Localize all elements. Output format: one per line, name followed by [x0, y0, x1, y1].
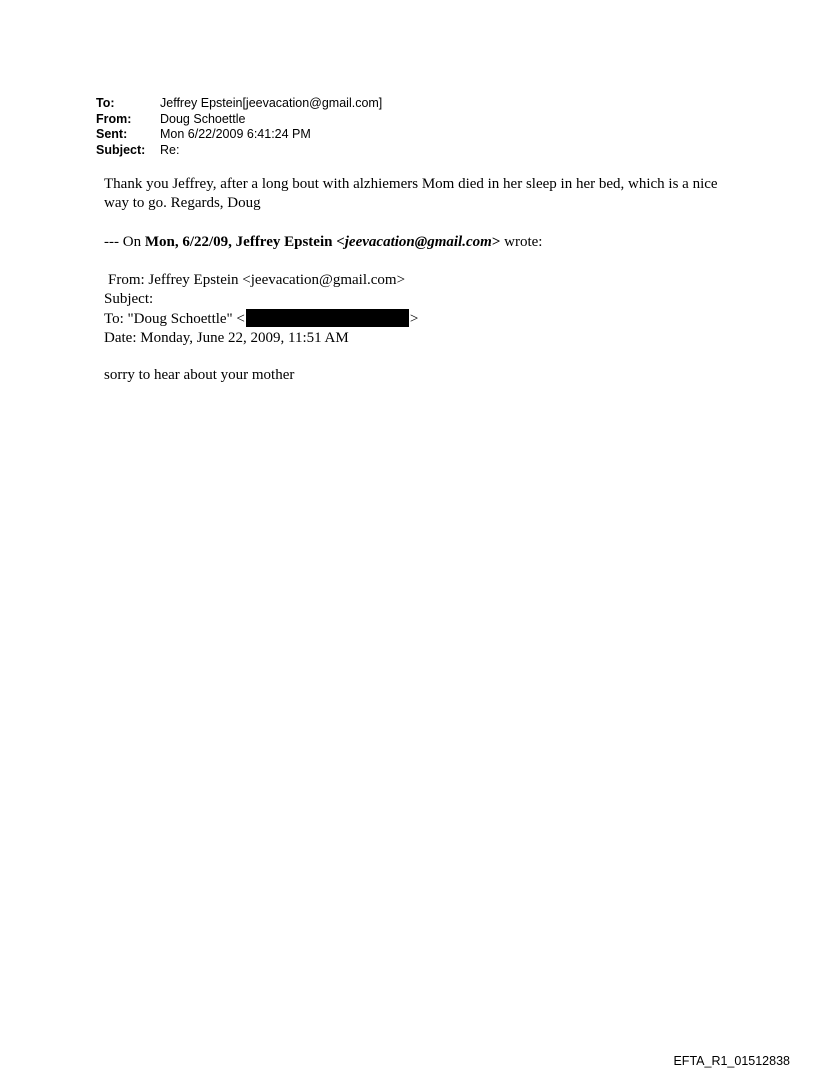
quote-intro-email: jeevacation@gmail.com	[344, 234, 492, 250]
subject-row	[96, 143, 382, 159]
quote-intro-suffix: wrote:	[500, 234, 543, 250]
sent-label: Sent:	[96, 127, 128, 141]
sent-row	[96, 127, 382, 143]
sent-value: Mon 6/22/2009 6:41:24 PM	[160, 127, 311, 141]
reply-text: Thank you Jeffrey, after a long bout with alzhiemers Mom died in her sleep in her bed, which is a nice way to go. Regards, Doug	[104, 176, 718, 211]
quoted-to	[104, 309, 744, 329]
from-value: Doug Schoettle	[160, 111, 246, 126]
quoted-from: From: Jeffrey Epstein <jeevacation@gmail.com>	[108, 272, 406, 288]
from-row	[96, 112, 382, 128]
to-value: Jeffrey Epstein[jeevacation@gmail.com]	[160, 96, 383, 110]
quoted-to-prefix: To: "Doug Schoettle" <	[104, 311, 245, 327]
quoted-message: sorry to hear about your mother	[104, 367, 295, 383]
email-header	[96, 96, 382, 158]
subject-label: Subject:	[96, 142, 146, 157]
quote-intro-gt: >	[491, 234, 501, 250]
redaction-box	[246, 309, 409, 327]
subject-value: Re:	[160, 142, 180, 157]
to-label: To:	[96, 96, 115, 110]
quoted-to-suffix: >	[409, 311, 419, 327]
quote-intro-date: Mon, 6/22/09, Jeffrey Epstein	[144, 234, 337, 250]
email-body	[104, 175, 744, 385]
quoted-date: Date: Monday, June 22, 2009, 11:51 AM	[104, 330, 349, 346]
quote-intro-lt: <	[336, 234, 345, 250]
quote-intro-prefix: --- On	[104, 234, 145, 250]
from-label: From:	[96, 111, 132, 126]
quoted-subject: Subject:	[104, 291, 154, 307]
quote-intro	[104, 233, 744, 252]
document-id: EFTA_R1_01512838	[673, 1054, 790, 1068]
to-row	[96, 96, 382, 112]
